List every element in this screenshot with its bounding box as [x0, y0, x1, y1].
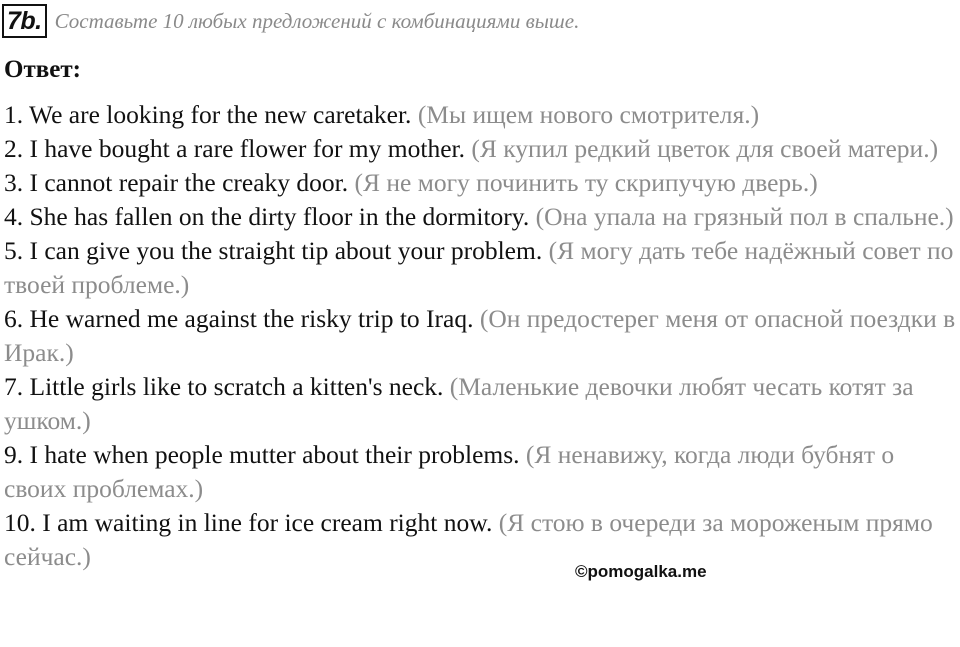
answer-translation: (Она упала на грязный пол в спальне.)	[535, 202, 954, 231]
answer-translation: (Я стою в очереди за мороженым прямо сейчас.)	[4, 508, 933, 571]
answer-list	[4, 98, 958, 574]
answer-english: 3. I cannot repair the creaky door.	[4, 168, 349, 197]
answer-item	[4, 438, 958, 506]
answer-item	[4, 234, 958, 302]
answer-english: 6. He warned me against the risky trip to Iraq.	[4, 304, 474, 333]
answer-item	[4, 132, 958, 166]
task-instruction: Составьте 10 любых предложений с комбинациями выше.	[54, 8, 580, 33]
answer-english: 2. I have bought a rare flower for my mother.	[4, 134, 465, 163]
answer-translation: (Я ненавижу, когда люди бубнят о своих проблемах.)	[4, 440, 895, 503]
answer-translation: (Я могу дать тебе надёжный совет по твоей проблеме.)	[4, 236, 954, 299]
answer-english: 4. She has fallen on the dirty floor in the dormitory.	[4, 202, 530, 231]
answer-translation: (Маленькие девочки любят чесать котят за ушком.)	[4, 372, 914, 435]
answer-label: Ответ:	[4, 56, 81, 83]
answer-translation: (Он предостерег меня от опасной поездки в Ирак.)	[4, 304, 956, 367]
answer-english: 1. We are looking for the new caretaker.	[4, 100, 412, 129]
answer-item	[4, 506, 958, 574]
answer-english: 5. I can give you the straight tip about your problem.	[4, 236, 543, 265]
answer-item	[4, 98, 958, 132]
watermark: ©pomogalka.me	[575, 562, 707, 581]
answer-translation: (Мы ищем нового смотрителя.)	[417, 100, 760, 129]
task-header	[2, 4, 579, 38]
answer-english: 10. I am waiting in line for ice cream right now.	[4, 508, 493, 537]
answer-translation: (Я купил редкий цветок для своей матери.)	[471, 134, 939, 163]
answer-translation: (Я не могу починить ту скрипучую дверь.)	[354, 168, 818, 197]
answer-english: 7. Little girls like to scratch a kitten's neck.	[4, 372, 444, 401]
answer-item	[4, 302, 958, 370]
answer-item	[4, 370, 958, 438]
answer-english: 9. I hate when people mutter about their problems.	[4, 440, 520, 469]
answer-item	[4, 200, 958, 234]
task-number: 7b.	[2, 4, 47, 38]
answer-item	[4, 166, 958, 200]
